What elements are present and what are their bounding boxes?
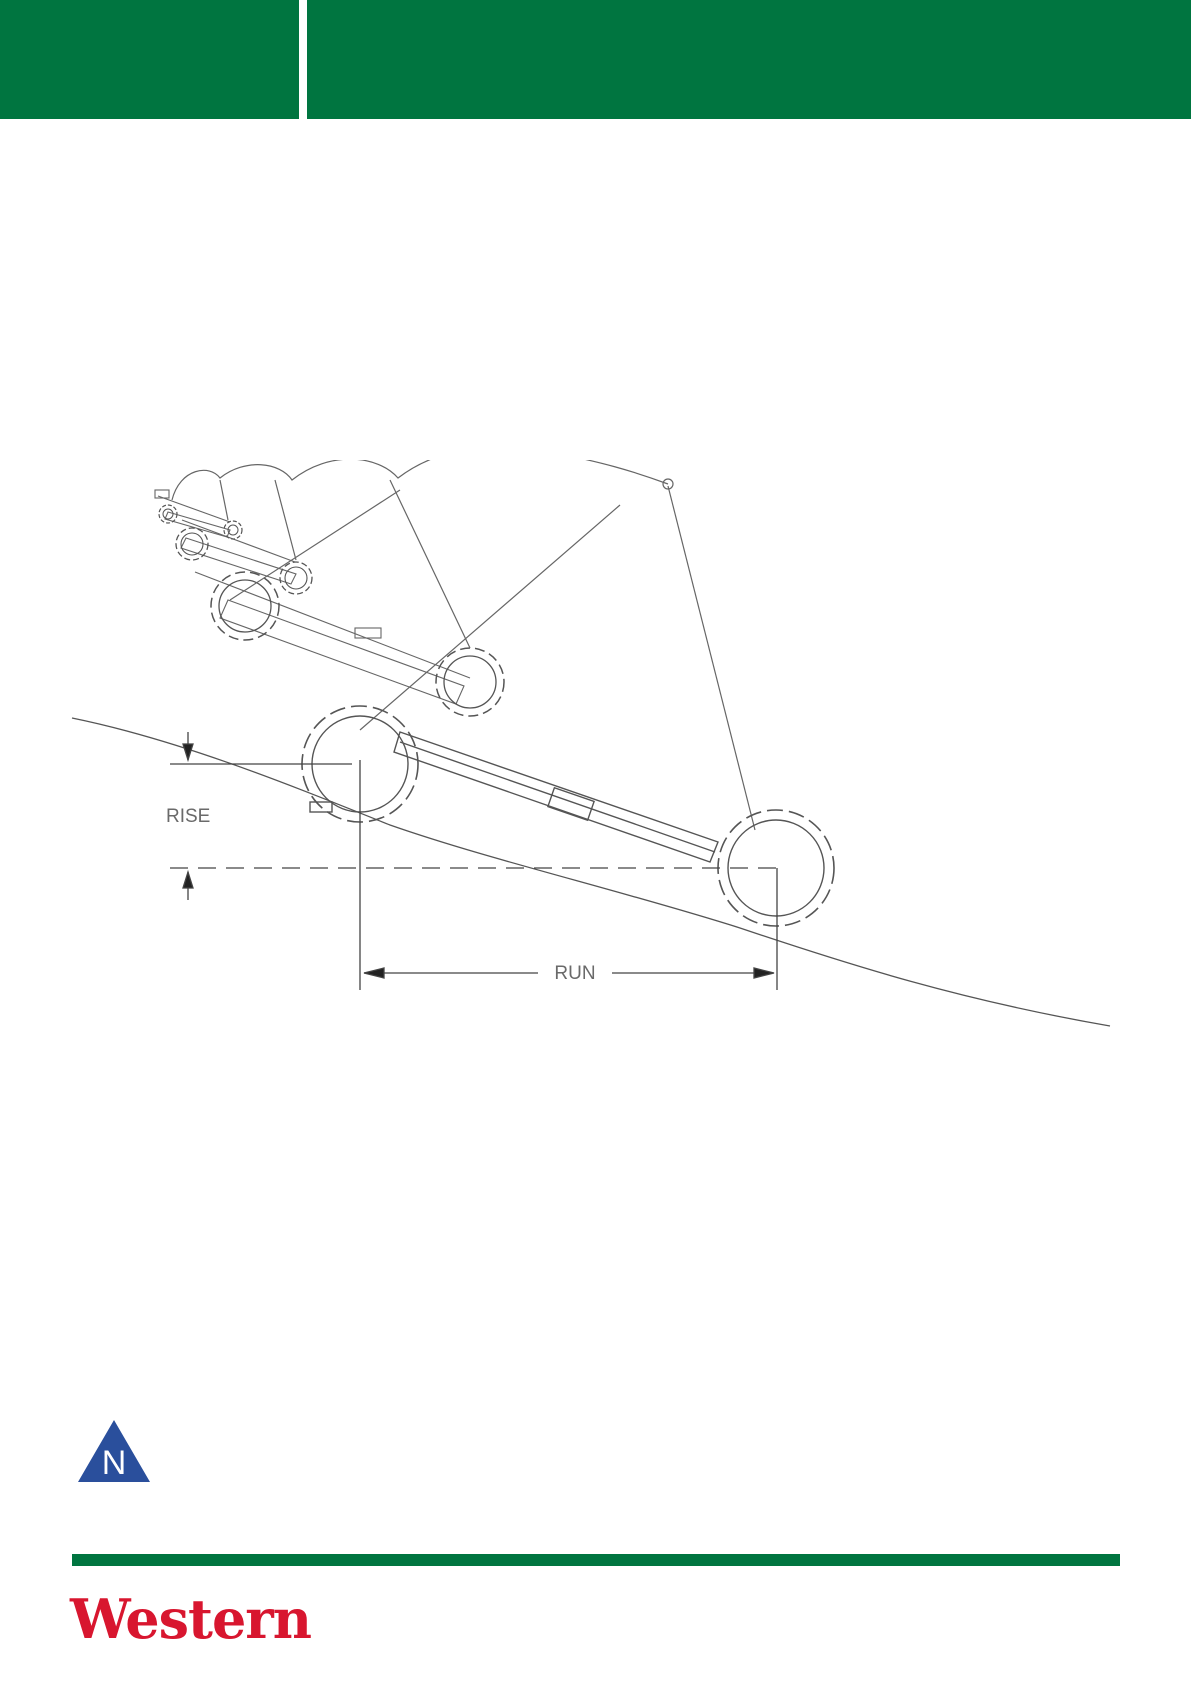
header-bar-left (0, 0, 299, 119)
notice-icon (76, 1418, 152, 1484)
run-label: RUN (554, 963, 596, 984)
notice-letter: N (101, 1444, 127, 1482)
rise-dimension (170, 732, 780, 990)
header-bar-right (307, 0, 1191, 119)
western-logo: Western (70, 1587, 312, 1651)
footer-rule (72, 1554, 1120, 1566)
rise-label: RISE (166, 806, 211, 827)
ghost-positions (155, 490, 504, 716)
main-machine (302, 706, 834, 926)
slope-rise-run-diagram (60, 460, 1130, 1110)
